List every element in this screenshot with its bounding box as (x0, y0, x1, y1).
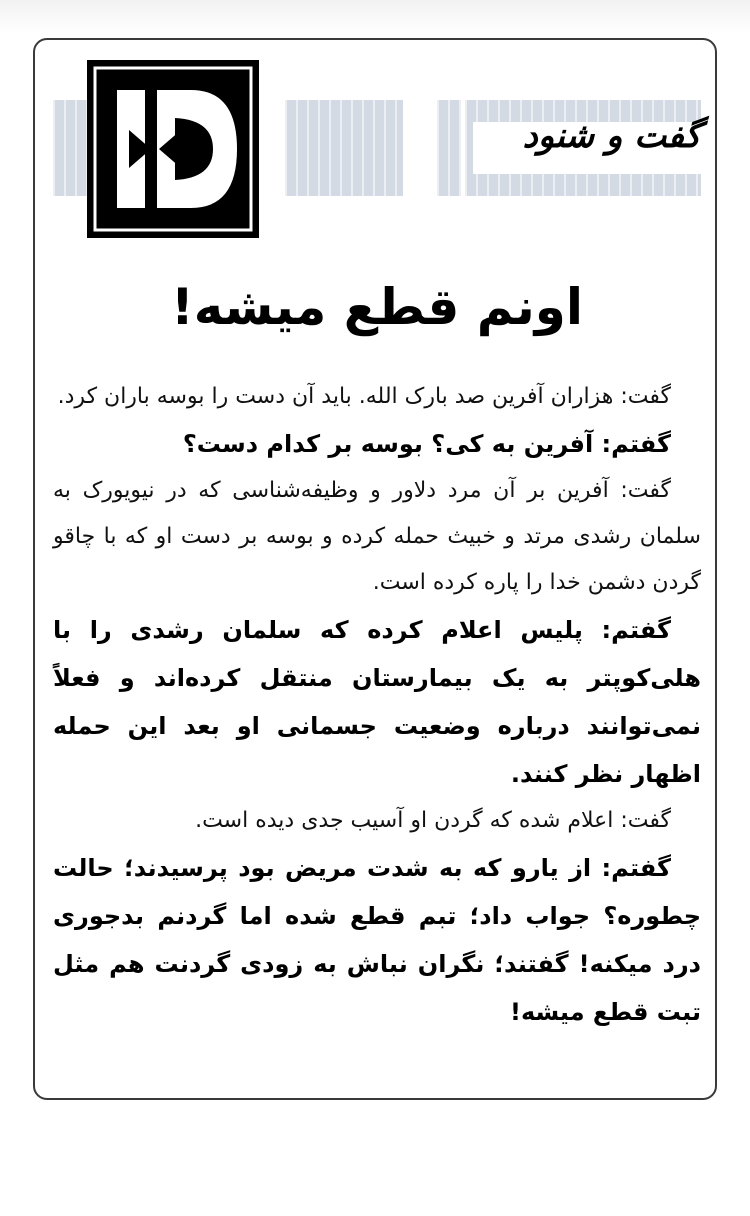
paragraph: گفتم: آفرین به کی؟ بوسه بر کدام دست؟ (182, 430, 671, 458)
banner-bar (437, 100, 461, 196)
paragraph: گفتم: از یارو که به شدت مریض بود پرسیدند؛ حالت چطوره؟ جواب داد؛ تبم قطع شده اما گردنم بدجوری درد میکنه! گفتند؛ نگران نباش به زودی گردنت هم مثل تبت قطع میشه! (53, 854, 701, 1026)
article-body (53, 374, 701, 1036)
publication-logo-icon (87, 60, 259, 238)
banner-bar (285, 100, 403, 196)
paragraph: گفت: هزاران آفرین صد بارک الله. باید آن دست را بوسه باران کرد. (57, 384, 671, 409)
article-card (33, 38, 717, 1100)
paragraph: گفت: اعلام شده که گردن او آسیب جدی دیده است. (195, 808, 671, 833)
article-headline: اونم قطع میشه! (171, 278, 583, 336)
section-title: گفت و شنود (522, 116, 701, 156)
paragraph: گفتم: پلیس اعلام کرده که سلمان رشدی را با هلی‌کوپتر به یک بیمارستان منتقل کرده‌اند و فعلاً نمی‌توانند درباره وضعیت جسمانی او بعد این حمله اظهار نظر کنند. (53, 616, 701, 788)
paragraph: گفت: آفرین بر آن مرد دلاور و وظیفه‌شناسی که در نیویورک به سلمان رشدی مرتد و خبیث حمله کرده و بوسه بر دست او که با چاقو گردن دشمن خدا را پاره کرده است. (53, 478, 701, 595)
top-strip (0, 0, 750, 34)
